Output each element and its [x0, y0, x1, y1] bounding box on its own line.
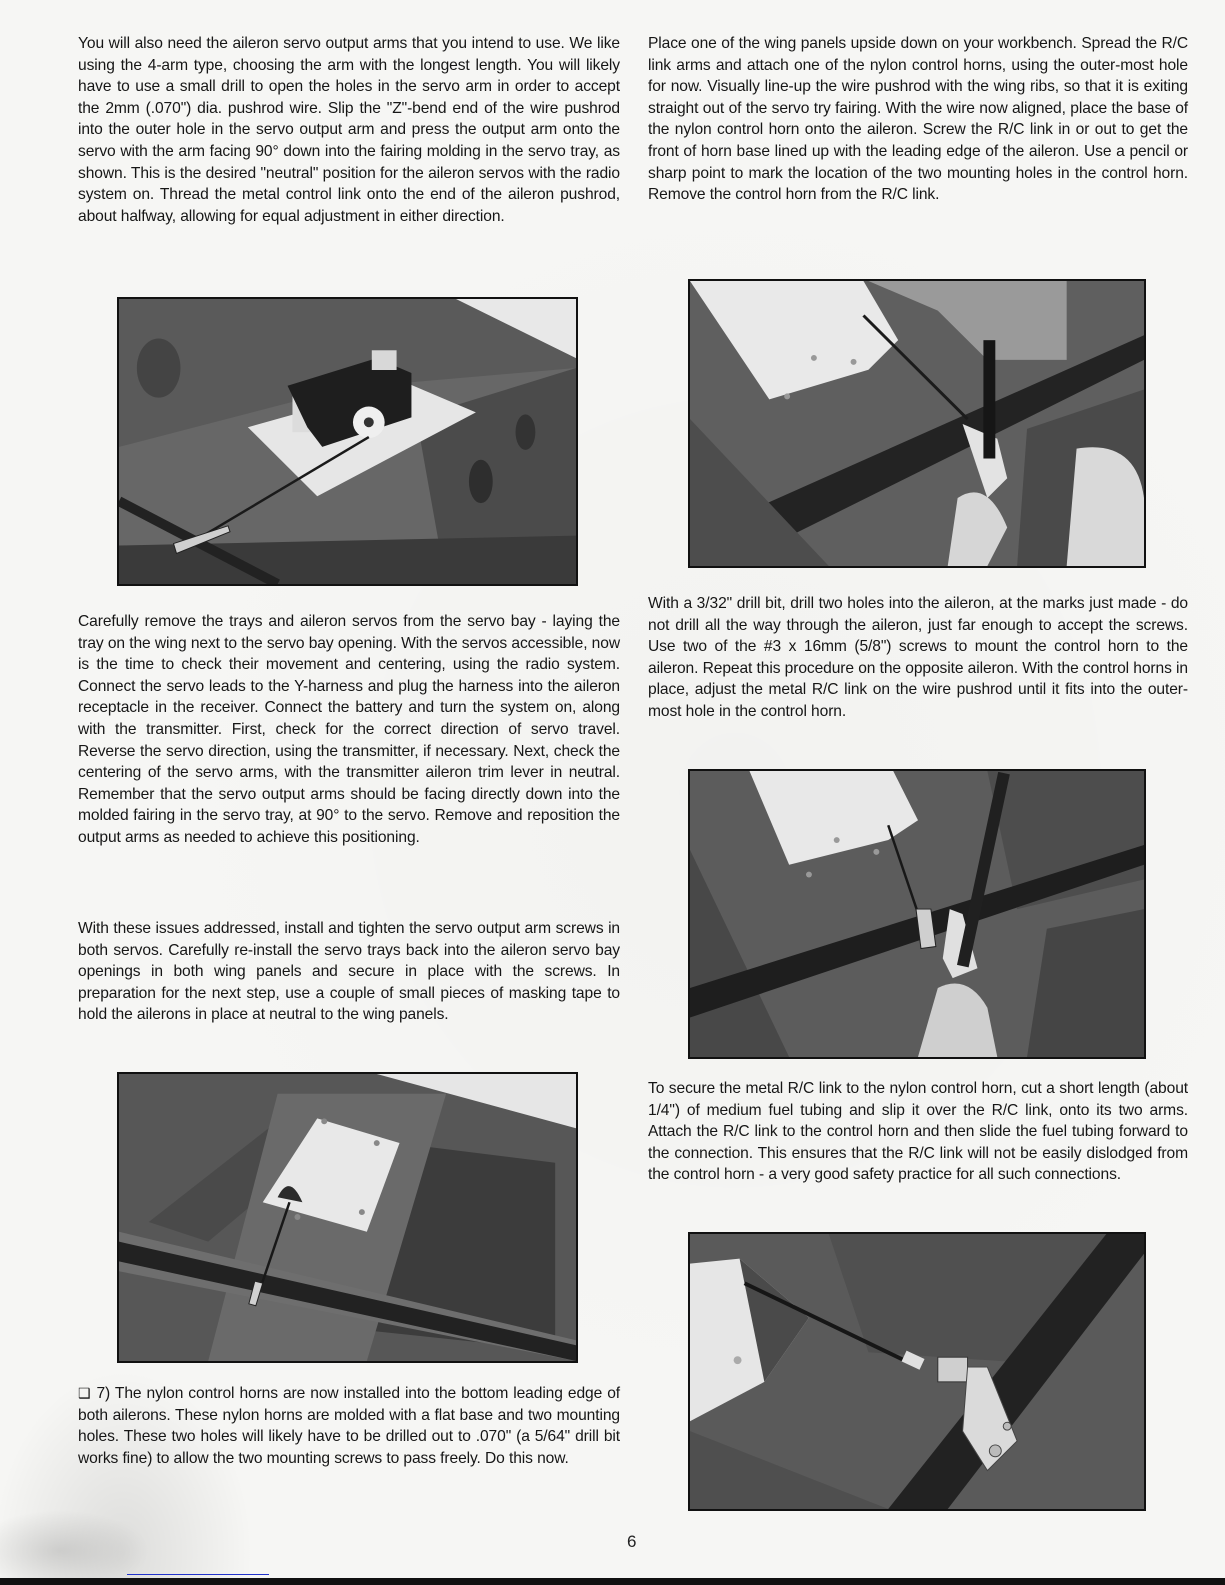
marking-horn-holes-photo [688, 279, 1146, 568]
paragraph-check-servos: Carefully remove the trays and aileron servos from the servo bay - laying the tray on the wing next to the servo bay opening. With the servos accessible, now is the time to check their movement and centering, using the radio system. Connect the servo leads to the Y-harness and plug the harness into the aileron receptacle in the receiver. Connect the battery and turn the system on, along with the transmitter. First, check for the correct direction of servo travel. Reverse the servo direction, using the transmitter, if necessary. Next, check the centering of the servo arms, with the transmitter aileron trim lever in neutral. Remember that the servo output arms should be facing directly down into the molded fairing in the servo tray, at 90° to the servo. Remove and reposition the output arms as needed to achieve this positioning. [78, 613, 620, 846]
scan-artifact-line [127, 1574, 269, 1575]
paragraph-place-wing: Place one of the wing panels upside down on your workbench. Spread the R/C link arms and attach one of the nylon control horns, using the outer-most hole for now. Visually line-up the wire pushrod with the wing ribs, so that it is exiting straight out of the servo try fairing. With the wire now aligned, place the base of the nylon control horn onto the aileron. Screw the R/C link in or out to get the front of horn base lined up with the leading edge of the aileron. Use a pencil or sharp point to mark the location of the two mounting holes in the control horn. Remove the control horn from the R/C link. [648, 35, 1188, 204]
step-checkbox-icon[interactable]: ❑ [78, 1385, 91, 1401]
step-7-paragraph [78, 1383, 620, 1469]
servo-tray-installed-photo [117, 1072, 578, 1363]
page-number: 6 [627, 1532, 637, 1551]
paragraph-fuel-tubing: To secure the metal R/C link to the nylon control horn, cut a short length (about 1/4") of medium fuel tubing and slip it over the R/C link, onto its two arms. Attach the R/C link to the control horn and then slide the fuel tubing forward to the connection. This ensures that the R/C link will not be easily dislodged from the control horn - a very good safety practice for all such connections. [648, 1080, 1188, 1184]
paragraph-reinstall-trays: With these issues addressed, install and tighten the servo output arm screws in both servos. Carefully re-install the servo trays back into the aileron servo bay openings in both wing panels and secure in place with the screws. In preparation for the next step, use a couple of small pieces of masking tape to hold the ailerons in place at neutral to the wing panels. [78, 920, 620, 1024]
rc-link-with-fuel-tubing-photo [688, 1232, 1146, 1511]
servo-on-tray-photo [117, 297, 578, 586]
step-number: 7) [96, 1385, 111, 1402]
step-text: The nylon control horns are now installed into the bottom leading edge of both ailerons. These nylon horns are molded with a flat base and two mounting holes. These two holes will likely have to be drilled out to .070" (a 5/64" drill bit works fine) to allow the two mounting screws to pass freely. Do this now. [78, 1385, 620, 1467]
mounting-control-horn-photo [688, 769, 1146, 1059]
paragraph-drill-holes: With a 3/32" drill bit, drill two holes into the aileron, at the marks just made - do not drill all the way through the aileron, just far enough to accept the screws. Use two of the #3 x 16mm (5/8") screws to mount the control horn to the aileron. Repeat this procedure on the opposite aileron. With the control horns in place, adjust the metal R/C link on the wire pushrod until it fits into the outer-most hole in the control horn. [648, 595, 1188, 720]
scan-smudge [0, 1510, 150, 1578]
paragraph-servo-arms: You will also need the aileron servo output arms that you intend to use. We like using the 4-arm type, choosing the arm with the longest length. You will likely have to use a small drill to open the holes in the servo arm in order to accept the 2mm (.070") dia. pushrod wire. Slip the "Z"-bend end of the wire pushrod into the outer hole in the servo output arm and press the output arm onto the servo with the arm facing 90° down into the fairing molding in the servo tray, as shown. This is the desired "neutral" position for the aileron servos with the radio system on. Thread the metal control link onto the end of the aileron pushrod, about halfway, allowing for equal adjustment in either direction. [78, 35, 620, 225]
scan-bottom-edge [0, 1578, 1225, 1585]
